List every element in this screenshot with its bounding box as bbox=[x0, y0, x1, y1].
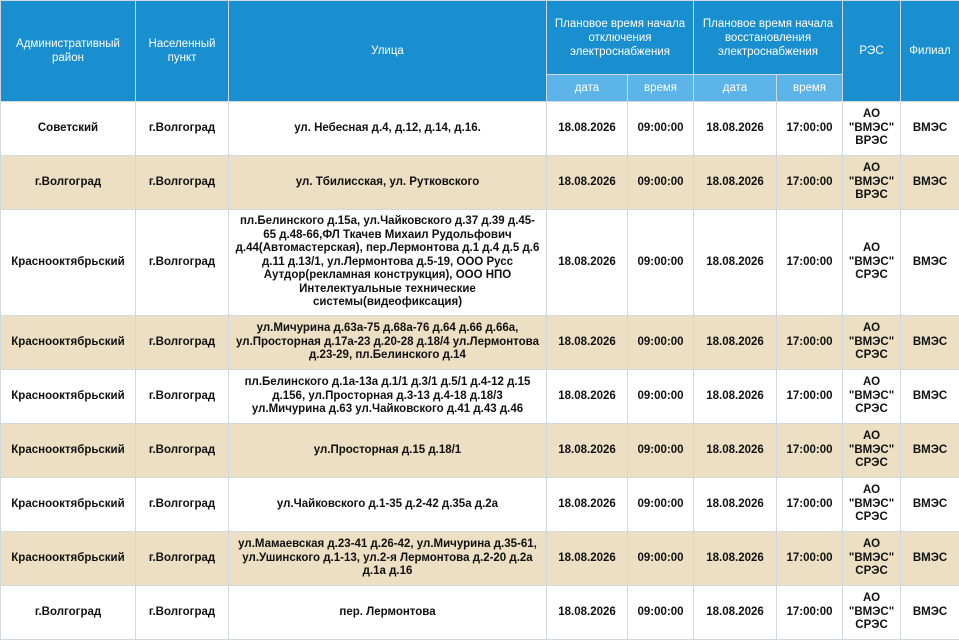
off-time-cell: 09:00:00 bbox=[628, 424, 694, 478]
locality-cell: г.Волгоград bbox=[136, 102, 229, 156]
on-time-cell: 17:00:00 bbox=[777, 532, 843, 586]
on-time-cell: 17:00:00 bbox=[777, 478, 843, 532]
header-res: РЭС bbox=[843, 1, 901, 102]
street-cell: ул.Чайковского д.1-35 д.2-42 д.35а д.2а bbox=[229, 478, 547, 532]
on-date-cell: 18.08.2026 bbox=[694, 102, 777, 156]
locality-cell: г.Волгоград bbox=[136, 532, 229, 586]
on-date-cell: 18.08.2026 bbox=[694, 370, 777, 424]
res-cell: АО "ВМЭС" СРЭС bbox=[843, 370, 901, 424]
district-cell: Краснооктябрьский bbox=[1, 370, 136, 424]
street-cell: ул.Мамаевская д.23-41 д.26-42, ул.Мичурина д.35-61, ул.Ушинского д.1-13, ул.2-я Лермонтова д.2-20 д.2а д.1а д.16 bbox=[229, 532, 547, 586]
res-cell: АО "ВМЭС" ВРЭС bbox=[843, 102, 901, 156]
branch-cell: ВМЭС bbox=[901, 210, 959, 316]
locality-cell: г.Волгоград bbox=[136, 370, 229, 424]
street-cell: пл.Белинского д.15а, ул.Чайковского д.37 д.39 д.45-65 д.48-66,ФЛ Ткачев Михаил Рудольфович д.44(Автомастерская), пер.Лермонтова д.1 д.4 д.5 д.6 д.11 д.13/1, ул.Лермонтова д.5-19, ООО Русс Аутдор(рекламная конструкция), ООО НПО Интелектуальные технические системы(видеофиксация) bbox=[229, 210, 547, 316]
off-date-cell: 18.08.2026 bbox=[547, 586, 628, 640]
branch-cell: ВМЭС bbox=[901, 102, 959, 156]
branch-cell: ВМЭС bbox=[901, 156, 959, 210]
res-cell: АО "ВМЭС" СРЭС bbox=[843, 586, 901, 640]
off-date-cell: 18.08.2026 bbox=[547, 210, 628, 316]
district-cell: Краснооктябрьский bbox=[1, 210, 136, 316]
header-off-time: Плановое время начала отключения электроснабжения bbox=[547, 1, 694, 75]
header-branch: Филиал bbox=[901, 1, 959, 102]
res-cell: АО "ВМЭС" СРЭС bbox=[843, 424, 901, 478]
branch-cell: ВМЭС bbox=[901, 532, 959, 586]
off-date-cell: 18.08.2026 bbox=[547, 424, 628, 478]
branch-cell: ВМЭС bbox=[901, 370, 959, 424]
district-cell: Советский bbox=[1, 102, 136, 156]
on-time-cell: 17:00:00 bbox=[777, 156, 843, 210]
on-time-cell: 17:00:00 bbox=[777, 586, 843, 640]
district-cell: Краснооктябрьский bbox=[1, 532, 136, 586]
off-time-cell: 09:00:00 bbox=[628, 478, 694, 532]
on-time-cell: 17:00:00 bbox=[777, 370, 843, 424]
off-time-cell: 09:00:00 bbox=[628, 532, 694, 586]
table-row bbox=[1, 316, 959, 370]
district-cell: Краснооктябрьский bbox=[1, 424, 136, 478]
res-cell: АО "ВМЭС" СРЭС bbox=[843, 316, 901, 370]
header-row bbox=[1, 1, 959, 75]
on-time-cell: 17:00:00 bbox=[777, 210, 843, 316]
off-time-cell: 09:00:00 bbox=[628, 210, 694, 316]
branch-cell: ВМЭС bbox=[901, 586, 959, 640]
res-cell: АО "ВМЭС" СРЭС bbox=[843, 478, 901, 532]
off-date-cell: 18.08.2026 bbox=[547, 532, 628, 586]
off-time-cell: 09:00:00 bbox=[628, 586, 694, 640]
district-cell: г.Волгоград bbox=[1, 586, 136, 640]
off-date-cell: 18.08.2026 bbox=[547, 156, 628, 210]
table-row bbox=[1, 424, 959, 478]
table-row bbox=[1, 370, 959, 424]
off-date-cell: 18.08.2026 bbox=[547, 370, 628, 424]
on-date-cell: 18.08.2026 bbox=[694, 156, 777, 210]
locality-cell: г.Волгоград bbox=[136, 156, 229, 210]
on-time-cell: 17:00:00 bbox=[777, 102, 843, 156]
branch-cell: ВМЭС bbox=[901, 424, 959, 478]
off-time-cell: 09:00:00 bbox=[628, 316, 694, 370]
table-row bbox=[1, 156, 959, 210]
locality-cell: г.Волгоград bbox=[136, 316, 229, 370]
subheader-on-time: время bbox=[777, 75, 843, 102]
locality-cell: г.Волгоград bbox=[136, 424, 229, 478]
table-row bbox=[1, 478, 959, 532]
res-cell: АО "ВМЭС" СРЭС bbox=[843, 210, 901, 316]
locality-cell: г.Волгоград bbox=[136, 478, 229, 532]
table-row bbox=[1, 532, 959, 586]
branch-cell: ВМЭС bbox=[901, 478, 959, 532]
header-district: Административный район bbox=[1, 1, 136, 102]
locality-cell: г.Волгоград bbox=[136, 210, 229, 316]
district-cell: Краснооктябрьский bbox=[1, 478, 136, 532]
off-time-cell: 09:00:00 bbox=[628, 156, 694, 210]
table-row bbox=[1, 102, 959, 156]
street-cell: пер. Лермонтова bbox=[229, 586, 547, 640]
table-row bbox=[1, 586, 959, 640]
subheader-off-time: время bbox=[628, 75, 694, 102]
on-date-cell: 18.08.2026 bbox=[694, 586, 777, 640]
on-date-cell: 18.08.2026 bbox=[694, 316, 777, 370]
res-cell: АО "ВМЭС" СРЭС bbox=[843, 532, 901, 586]
header-locality: Населенный пункт bbox=[136, 1, 229, 102]
off-time-cell: 09:00:00 bbox=[628, 102, 694, 156]
header-street: Улица bbox=[229, 1, 547, 102]
street-cell: ул. Тбилисская, ул. Рутковского bbox=[229, 156, 547, 210]
on-time-cell: 17:00:00 bbox=[777, 424, 843, 478]
district-cell: г.Волгоград bbox=[1, 156, 136, 210]
street-cell: ул.Просторная д.15 д.18/1 bbox=[229, 424, 547, 478]
header-restore-time: Плановое время начала восстановления электроснабжения bbox=[694, 1, 843, 75]
table-row bbox=[1, 210, 959, 316]
off-time-cell: 09:00:00 bbox=[628, 370, 694, 424]
branch-cell: ВМЭС bbox=[901, 316, 959, 370]
street-cell: ул. Небесная д.4, д.12, д.14, д.16. bbox=[229, 102, 547, 156]
subheader-on-date: дата bbox=[694, 75, 777, 102]
res-cell: АО "ВМЭС" ВРЭС bbox=[843, 156, 901, 210]
on-date-cell: 18.08.2026 bbox=[694, 424, 777, 478]
locality-cell: г.Волгоград bbox=[136, 586, 229, 640]
district-cell: Краснооктябрьский bbox=[1, 316, 136, 370]
on-date-cell: 18.08.2026 bbox=[694, 210, 777, 316]
street-cell: ул.Мичурина д.63а-75 д.68а-76 д.64 д.66 д.66а, ул.Просторная д.17а-23 д.20-28 д.18/4 ул.Лермонтова д.23-29, пл.Белинского д.14 bbox=[229, 316, 547, 370]
on-time-cell: 17:00:00 bbox=[777, 316, 843, 370]
off-date-cell: 18.08.2026 bbox=[547, 316, 628, 370]
off-date-cell: 18.08.2026 bbox=[547, 478, 628, 532]
street-cell: пл.Белинского д.1а-13а д.1/1 д.3/1 д.5/1 д.4-12 д.15 д.156, ул.Просторная д.3-13 д.4-18 д.18/3 ул.Мичурина д.63 ул.Чайковского д.41 д.43 д.46 bbox=[229, 370, 547, 424]
subheader-off-date: дата bbox=[547, 75, 628, 102]
on-date-cell: 18.08.2026 bbox=[694, 532, 777, 586]
off-date-cell: 18.08.2026 bbox=[547, 102, 628, 156]
on-date-cell: 18.08.2026 bbox=[694, 478, 777, 532]
